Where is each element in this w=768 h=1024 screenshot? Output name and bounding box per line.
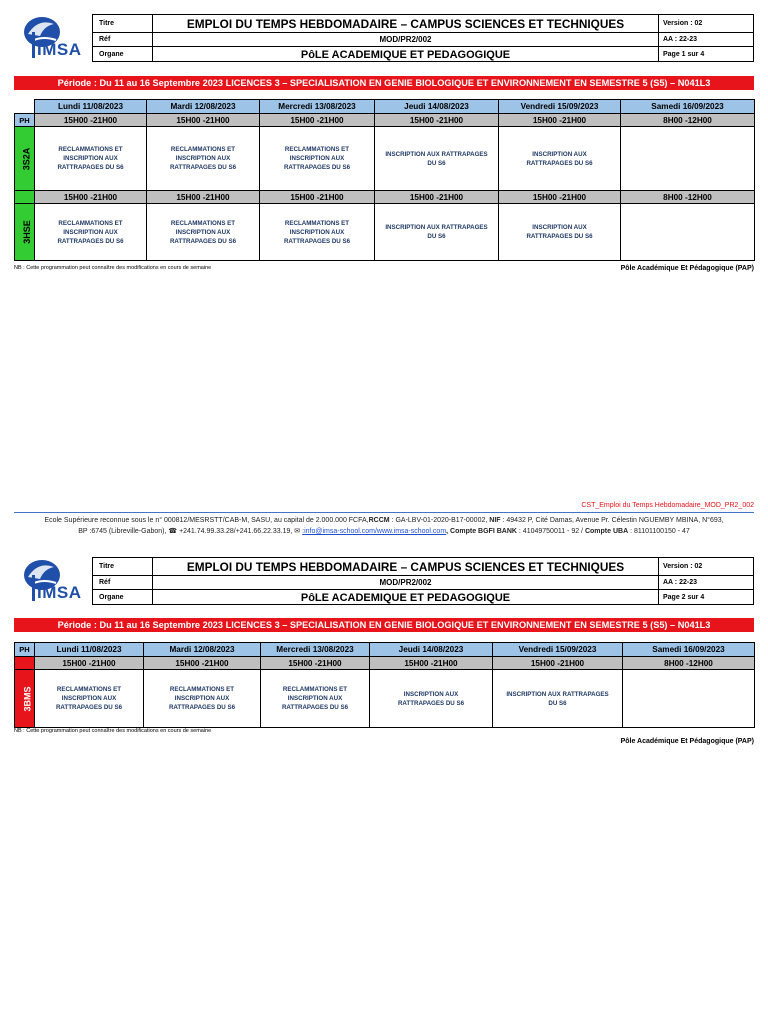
- activity-cell: RECLAMMATIONS ET INSCRIPTION AUX RATTRAPAGES DU S6: [147, 204, 260, 261]
- address: : 49432 P, Cité Damas, Avenue Pr. Célestin NGUEMBY MBINA, N°693,: [502, 517, 724, 524]
- uba-label: Compte UBA: [584, 528, 629, 535]
- group-spacer: [15, 191, 35, 204]
- page-2: [14, 557, 754, 745]
- logo-text: IMSA: [37, 40, 82, 59]
- organe: PôLE ACADEMIQUE ET PEDAGOGIQUE: [153, 47, 659, 62]
- academic-year: AA : 22-23: [663, 36, 697, 43]
- day-header: Vendredi 15/09/2023: [493, 643, 623, 657]
- time-slot: 15H00 -21H00: [260, 191, 375, 204]
- title-label: Titre: [93, 558, 153, 575]
- period-banner: Période : Du 11 au 16 Septembre 2023 LICENCES 3 – SPECIALISATION EN GENIE BIOLOGIQUE ET ENVIRONNEMENT EN SEMESTRE 5 (S5) – N041L3: [14, 618, 754, 632]
- time-slot: 15H00 -21H00: [147, 191, 260, 204]
- time-slot: 15H00 -21H00: [261, 657, 370, 670]
- ph-label: PH: [15, 114, 35, 127]
- day-header: Mercredi 13/08/2023: [261, 643, 370, 657]
- time-slot: 15H00 -21H00: [147, 114, 260, 127]
- activity-cell: RECLAMMATIONS ET INSCRIPTION AUX RATTRAPAGES DU S6: [144, 670, 261, 728]
- time-slot: 15H00 -21H00: [144, 657, 261, 670]
- activity-cell: RECLAMMATIONS ET INSCRIPTION AUX RATTRAPAGES DU S6: [35, 670, 144, 728]
- page-1: [14, 14, 754, 272]
- document-header: [14, 557, 754, 605]
- postal-box: BP :6745 (Libreville-Gabon),: [78, 528, 167, 535]
- activity-cell: INSCRIPTION AUX RATTRAPAGES DU S6: [370, 670, 493, 728]
- activity-cell: [621, 127, 755, 191]
- document-ref: MOD/PR2/002: [153, 33, 659, 46]
- ph-label: PH: [15, 643, 35, 657]
- time-slot: 15H00 -21H00: [375, 114, 499, 127]
- rccm-label: RCCM: [368, 517, 390, 524]
- time-slot: 15H00 -21H00: [499, 191, 621, 204]
- day-header: Mardi 12/08/2023: [144, 643, 261, 657]
- footer-registration: Ecole Supérieure reconnue sous le n° 000812/MESRSTT/CAB-M, SASU, au capital de 2.000.000 FCFA,: [44, 517, 369, 524]
- time-slot: 8H00 -12H00: [621, 191, 755, 204]
- timetable: [14, 99, 755, 261]
- time-slot: 15H00 -21H00: [493, 657, 623, 670]
- organe: PôLE ACADEMIQUE ET PEDAGOGIQUE: [153, 590, 659, 605]
- pap-signature: Pôle Académique Et Pédagogique (PAP): [620, 738, 754, 745]
- email-website-link[interactable]: :info@imsa-school.com/www.imsa-school.com: [302, 528, 447, 535]
- nif-label: NIF: [489, 517, 501, 524]
- activity-cell: RECLAMMATIONS ET INSCRIPTION AUX RATTRAPAGES DU S6: [35, 204, 147, 261]
- activity-cell: RECLAMMATIONS ET INSCRIPTION AUX RATTRAPAGES DU S6: [261, 670, 370, 728]
- timetable: [14, 642, 755, 728]
- bgfi-label: , Compte BGFI BANK: [446, 528, 517, 535]
- activity-cell: INSCRIPTION AUX RATTRAPAGES DU S6: [499, 127, 621, 191]
- activity-cell: INSCRIPTION AUX RATTRAPAGES DU S6: [499, 204, 621, 261]
- academic-year: AA : 22-23: [663, 579, 697, 586]
- day-header: Vendredi 15/09/2023: [499, 100, 621, 114]
- footer-divider: [14, 512, 754, 513]
- day-header: Mardi 12/08/2023: [147, 100, 260, 114]
- document-ref: MOD/PR2/002: [153, 576, 659, 589]
- corner-cell: [15, 100, 35, 114]
- version: Version : 02: [663, 563, 703, 570]
- time-slot: 15H00 -21H00: [35, 114, 147, 127]
- ref-label: Réf: [93, 576, 153, 589]
- phone-icon: ☎: [168, 528, 178, 535]
- page-number: Page 2 sur 4: [663, 594, 705, 601]
- document-title: EMPLOI DU TEMPS HEBDOMADAIRE – CAMPUS SCIENCES ET TECHNIQUES: [153, 15, 659, 32]
- activity-cell: INSCRIPTION AUX RATTRAPAGES DU S6: [375, 127, 499, 191]
- time-slot: 15H00 -21H00: [375, 191, 499, 204]
- activity-cell: RECLAMMATIONS ET INSCRIPTION AUX RATTRAPAGES DU S6: [147, 127, 260, 191]
- group-label: 3S2A: [15, 127, 35, 191]
- activity-cell: INSCRIPTION AUX RATTRAPAGES DU S6: [493, 670, 623, 728]
- period-banner: Période : Du 11 au 16 Septembre 2023 LICENCES 3 – SPECIALISATION EN GENIE BIOLOGIQUE ET ENVIRONNEMENT EN SEMESTRE 5 (S5) – N041L3: [14, 76, 754, 90]
- rccm-value: : GA-LBV-01-2020-B17-00002,: [391, 517, 488, 524]
- activity-cell: RECLAMMATIONS ET INSCRIPTION AUX RATTRAPAGES DU S6: [260, 204, 375, 261]
- time-slot: 15H00 -21H00: [370, 657, 493, 670]
- day-header: Samedi 16/09/2023: [621, 100, 755, 114]
- time-slot: 8H00 -12H00: [621, 114, 755, 127]
- activity-cell: [623, 670, 755, 728]
- activity-cell: INSCRIPTION AUX RATTRAPAGES DU S6: [375, 204, 499, 261]
- time-slot: 15H00 -21H00: [499, 114, 621, 127]
- document-header: [14, 14, 754, 62]
- day-header: Mercredi 13/08/2023: [260, 100, 375, 114]
- page-number: Page 1 sur 4: [663, 51, 705, 58]
- nb-note: NB : Cette programmation peut connaître des modifications en cours de semaine: [14, 265, 212, 271]
- time-slot: 15H00 -21H00: [260, 114, 375, 127]
- uba-account: : 81101100150 - 47: [630, 528, 690, 535]
- activity-cell: RECLAMMATIONS ET INSCRIPTION AUX RATTRAPAGES DU S6: [35, 127, 147, 191]
- logo-text: IMSA: [37, 583, 82, 602]
- day-header: Jeudi 14/08/2023: [370, 643, 493, 657]
- mail-icon: ✉: [294, 528, 301, 535]
- day-header: Samedi 16/09/2023: [623, 643, 755, 657]
- imsa-logo: [14, 14, 92, 62]
- bgfi-account: : 41049750011 - 92 /: [518, 528, 583, 535]
- group-label: 3BMS: [15, 670, 35, 728]
- day-header: Jeudi 14/08/2023: [375, 100, 499, 114]
- time-slot: 8H00 -12H00: [623, 657, 755, 670]
- time-slot: 15H00 -21H00: [35, 191, 147, 204]
- nb-note: NB : Cette programmation peut connaître des modifications en cours de semaine: [14, 728, 212, 734]
- title-label: Titre: [93, 15, 153, 32]
- day-header: Lundi 11/08/2023: [35, 643, 144, 657]
- pap-signature: Pôle Académique Et Pédagogique (PAP): [620, 265, 754, 272]
- version: Version : 02: [663, 20, 703, 27]
- footer-info: [14, 515, 754, 537]
- activity-cell: RECLAMMATIONS ET INSCRIPTION AUX RATTRAPAGES DU S6: [260, 127, 375, 191]
- document-title: EMPLOI DU TEMPS HEBDOMADAIRE – CAMPUS SCIENCES ET TECHNIQUES: [153, 558, 659, 575]
- phone-numbers: +241.74.99.33.28/+241.66.22.33.19,: [179, 528, 293, 535]
- organe-label: Organe: [93, 590, 153, 605]
- organe-label: Organe: [93, 47, 153, 62]
- activity-cell: [621, 204, 755, 261]
- day-header: Lundi 11/08/2023: [35, 100, 147, 114]
- group-label: 3HSE: [15, 204, 35, 261]
- time-slot: 15H00 -21H00: [35, 657, 144, 670]
- group-spacer: [15, 657, 35, 670]
- document-file-ref: CST_Emploi du Temps Hebdomadaire_MOD_PR2_002: [581, 502, 754, 509]
- imsa-logo: [14, 557, 92, 605]
- ref-label: Réf: [93, 33, 153, 46]
